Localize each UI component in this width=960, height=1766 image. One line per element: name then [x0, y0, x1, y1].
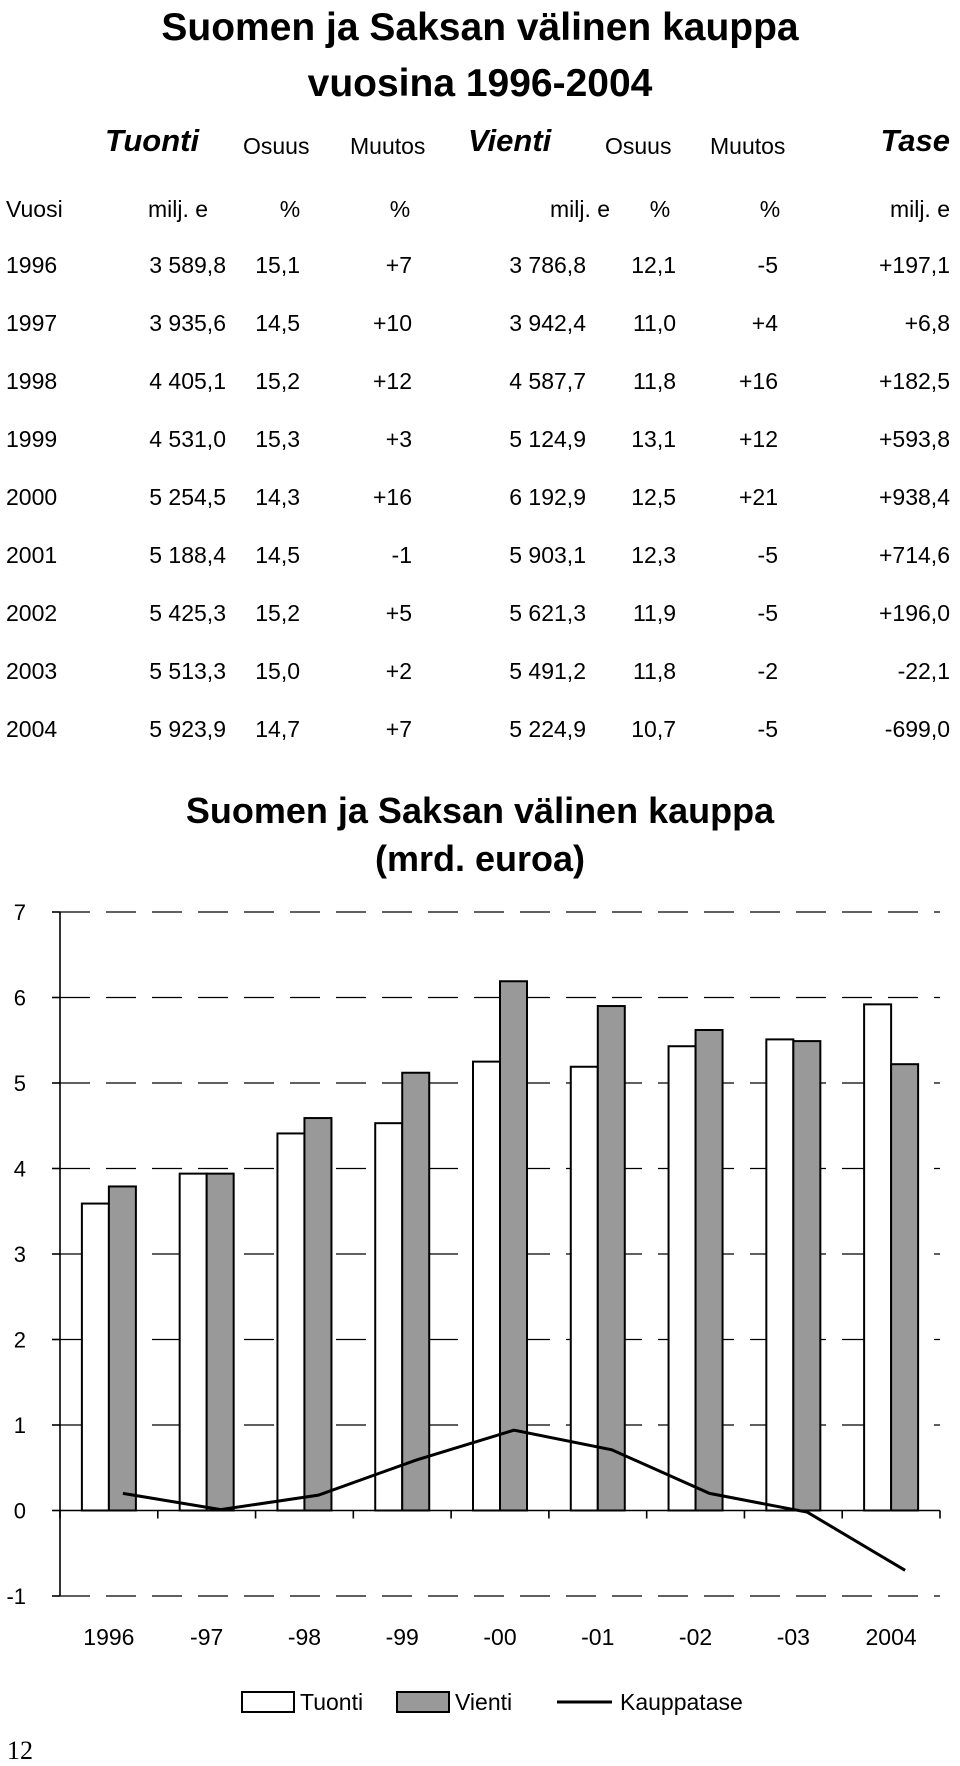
table-cell: +5 [385, 600, 412, 626]
table-unit-header: % [279, 196, 301, 222]
x-tick-label: -00 [483, 1624, 517, 1650]
table-row-year: 2002 [6, 600, 58, 626]
x-tick-label: -03 [776, 1624, 810, 1650]
bar-vienti [304, 1118, 331, 1510]
table-unit-header: % [389, 196, 411, 222]
table-cell: 15,2 [255, 368, 300, 394]
bar-tuonti [375, 1123, 402, 1510]
table-row-year: 2004 [6, 716, 58, 742]
bar-tuonti [180, 1174, 207, 1511]
table-cell: +10 [372, 310, 412, 336]
table-cell: -2 [757, 658, 778, 684]
bar-vienti [402, 1073, 429, 1511]
bar-vienti [109, 1186, 136, 1510]
table-cell: +4 [751, 310, 778, 336]
table-cell: -699,0 [884, 716, 950, 742]
table-cell: 6 192,9 [509, 484, 586, 510]
table-cell: 14,5 [255, 310, 300, 336]
table-cell: 12,3 [631, 542, 676, 568]
chart-title: Suomen ja Saksan välinen kauppa [185, 790, 775, 831]
table-cell: 3 935,6 [149, 310, 226, 336]
x-tick-label: 2004 [865, 1624, 917, 1650]
table-cell: 14,3 [255, 484, 300, 510]
y-tick-label: 6 [13, 985, 26, 1011]
table-cell: 15,3 [255, 426, 300, 452]
y-tick-label: 2 [13, 1327, 26, 1353]
table-group-header: Tuonti [105, 123, 200, 158]
table-cell: 5 188,4 [149, 542, 226, 568]
legend-swatch [242, 1692, 294, 1712]
table-cell: 11,9 [632, 600, 676, 626]
table-cell: 4 405,1 [149, 368, 226, 394]
table-cell: +7 [385, 252, 412, 278]
bar-tuonti [766, 1039, 793, 1510]
bar-vienti [696, 1030, 723, 1511]
table-group-header: Osuus [243, 133, 310, 159]
legend-label: Vienti [455, 1689, 513, 1715]
table-cell: 5 923,9 [149, 716, 226, 742]
legend-label: Tuonti [300, 1689, 364, 1715]
x-tick-label: -98 [287, 1624, 322, 1650]
table-group-header: Muutos [710, 133, 786, 159]
table-cell: 3 942,4 [509, 310, 586, 336]
table-cell: 14,7 [255, 716, 300, 742]
page-title: Suomen ja Saksan välinen kauppa [161, 6, 799, 49]
table-cell: 5 621,3 [509, 600, 586, 626]
table-cell: 14,5 [255, 542, 300, 568]
x-tick-label: 1996 [83, 1624, 135, 1650]
table-row-year: 1999 [6, 426, 58, 452]
table-cell: 5 491,2 [509, 658, 586, 684]
table-cell: +593,8 [879, 426, 950, 452]
legend-label: Kauppatase [620, 1689, 743, 1715]
x-tick-label: -02 [678, 1624, 713, 1650]
table-cell: -5 [757, 600, 778, 626]
bar-tuonti [473, 1062, 500, 1511]
table-cell: +6,8 [904, 310, 950, 336]
table-unit-header: milj. e [889, 196, 950, 222]
table-cell: 5 254,5 [149, 484, 226, 510]
table-cell: 12,5 [631, 484, 676, 510]
table-unit-header: milj. e [549, 196, 611, 222]
y-tick-label: -1 [6, 1584, 26, 1609]
table-unit-header: milj. e [147, 196, 209, 222]
x-tick-label: -99 [385, 1624, 419, 1650]
page-subtitle: vuosina 1996-2004 [307, 62, 653, 105]
table-cell: -1 [391, 542, 412, 568]
table-cell: 4 587,7 [509, 368, 586, 394]
y-tick-label: 4 [13, 1156, 26, 1182]
table-unit-header: % [759, 196, 781, 222]
table-unit-header: Vuosi [6, 196, 63, 222]
table-cell: -5 [757, 542, 778, 568]
table-cell: +196,0 [879, 600, 950, 626]
table-cell: +714,6 [879, 542, 950, 568]
table-cell: +16 [372, 484, 412, 510]
bar-tuonti [277, 1133, 304, 1510]
bar-vienti [891, 1064, 918, 1510]
bar-vienti [793, 1041, 820, 1510]
table-cell: 13,1 [631, 426, 676, 452]
table-group-header: Muutos [350, 133, 426, 159]
table-unit-header: % [649, 196, 671, 222]
table-cell: 15,2 [255, 600, 300, 626]
table-cell: 5 425,3 [149, 600, 226, 626]
y-tick-label: 3 [13, 1242, 26, 1267]
table-cell: +938,4 [879, 484, 950, 510]
y-tick-label: 0 [13, 1498, 26, 1524]
table-cell: 4 531,0 [149, 426, 226, 452]
table-cell: +21 [738, 484, 778, 510]
x-tick-label: -01 [581, 1624, 615, 1650]
table-cell: 11,8 [632, 368, 676, 394]
table-cell: +182,5 [879, 368, 950, 394]
table-cell: 5 224,9 [509, 716, 586, 742]
table-cell: 3 589,8 [149, 252, 226, 278]
bar-vienti [207, 1174, 234, 1511]
table-cell: -22,1 [897, 658, 950, 684]
trade-chart [0, 780, 960, 1740]
table-cell: +12 [738, 426, 778, 452]
legend-swatch [397, 1692, 449, 1712]
table-cell: +12 [372, 368, 412, 394]
bar-tuonti [669, 1046, 696, 1510]
table-group-header: Vienti [468, 123, 552, 158]
table-cell: 11,8 [632, 658, 676, 684]
table-cell: +2 [385, 658, 412, 684]
table-cell: +197,1 [879, 252, 950, 278]
table-cell: 11,0 [632, 310, 676, 336]
table-cell: -5 [757, 716, 778, 742]
table-cell: +7 [385, 716, 412, 742]
table-cell: 12,1 [631, 252, 676, 278]
bar-tuonti [82, 1204, 109, 1511]
page-number: 12 [7, 1736, 33, 1765]
table-row-year: 2001 [6, 542, 58, 568]
table-cell: 10,7 [631, 716, 676, 742]
table-row-year: 1996 [6, 252, 58, 278]
table-cell: 15,1 [255, 252, 300, 278]
bar-tuonti [864, 1004, 891, 1510]
table-cell: 5 513,3 [149, 658, 226, 684]
y-tick-label: 7 [13, 900, 26, 925]
table-cell: 3 786,8 [509, 252, 586, 278]
table-cell: +3 [385, 426, 412, 452]
table-row-year: 2003 [6, 658, 58, 684]
table-row-year: 1997 [6, 310, 58, 336]
chart-subtitle: (mrd. euroa) [374, 838, 586, 879]
table-cell: +16 [738, 368, 778, 394]
table-cell: -5 [757, 252, 778, 278]
bar-vienti [598, 1006, 625, 1510]
table-cell: 5 903,1 [509, 542, 586, 568]
table-cell: 15,0 [255, 658, 300, 684]
x-tick-label: -97 [190, 1624, 224, 1650]
table-cell: 5 124,9 [509, 426, 586, 452]
y-tick-label: 5 [13, 1071, 26, 1096]
y-tick-label: 1 [13, 1413, 26, 1438]
table-group-header: Tase [880, 123, 950, 158]
table-row-year: 2000 [6, 484, 58, 510]
table-row-year: 1998 [6, 368, 58, 394]
table-group-header: Osuus [605, 133, 672, 159]
